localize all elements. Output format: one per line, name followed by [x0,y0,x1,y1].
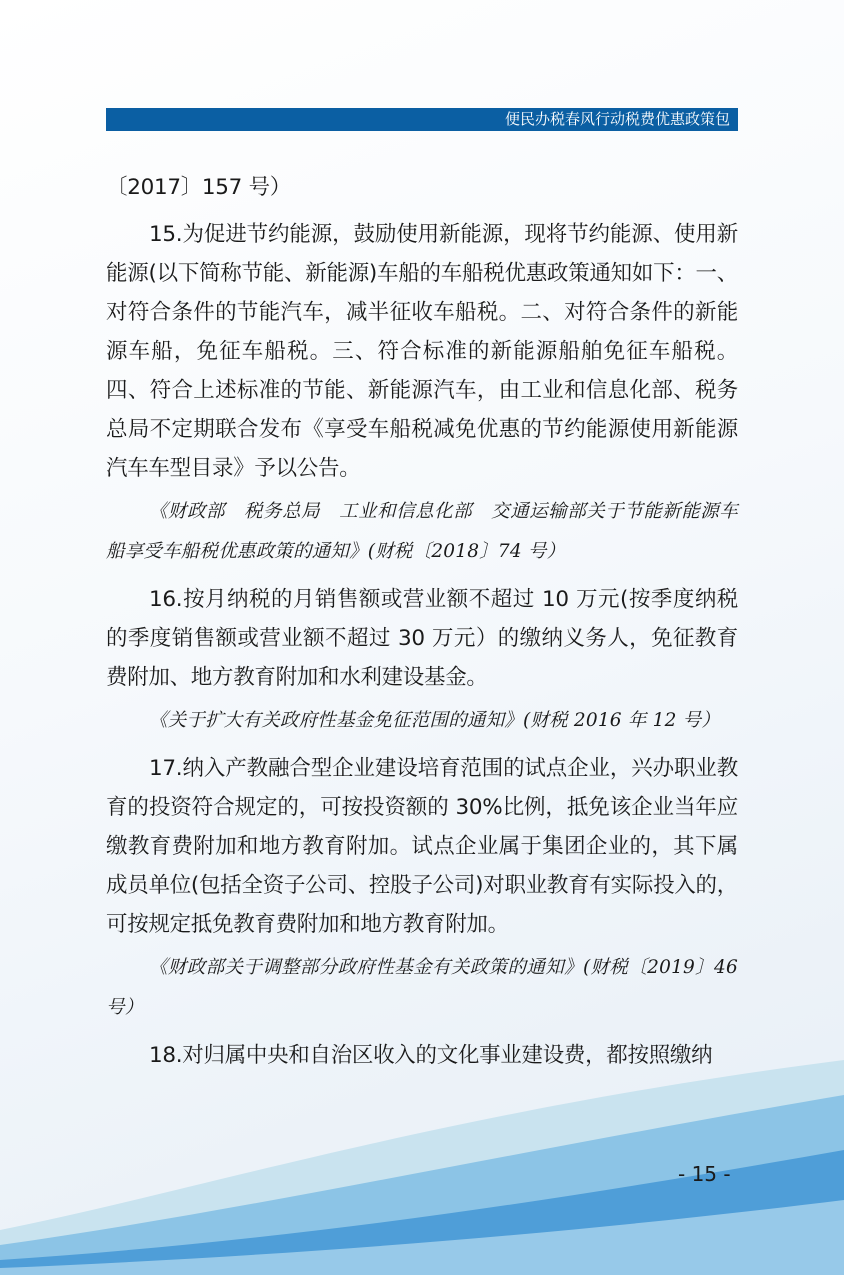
page-number: - 15 - [678,1162,731,1186]
header-title: 便民办税春风行动税费优惠政策包 [504,110,730,128]
paragraph-item-17: 17.纳入产教融合型企业建设培育范围的试点企业，兴办职业教育的投资符合规定的，可按投资额的 30%比例，抵免该企业当年应缴教育费附加和地方教育附加。试点企业属于集团企业的，其下属成员单位(包括全资子公司、控股子公司)对职业教育有实际投入的，可按规定抵免教育费附加和地方教育附加。 [106,756,738,937]
citation-2018-74: 《财政部 税务总局 工业和信息化部 交通运输部关于节能新能源车船享受车船税优惠政策的通知》(财税〔2018〕74 号） [106,501,738,562]
paragraph-item-16: 16.按月纳税的月销售额或营业额不超过 10 万元(按季度纳税的季度销售额或营业额不超过 30 万元）的缴纳义务人，免征教育费附加、地方教育附加和水利建设基金。 [106,587,738,690]
paragraph-continuation: 〔2017〕157 号） [106,175,291,200]
citation-2016-12: 《关于扩大有关政府性基金免征范围的通知》(财税 2016 年 12 号） [149,710,721,731]
paragraph-item-18: 18.对归属中央和自治区收入的文化事业建设费，都按照缴纳 [149,1043,713,1068]
footer-wave-decoration [0,1040,844,1275]
paragraph-item-15: 15.为促进节约能源，鼓励使用新能源，现将节约能源、使用新能源(以下简称节能、新能源)车船的车船税优惠政策通知如下：一、对符合条件的节能汽车，减半征收车船税。二、对符合条件的新能源车船，免征车船税。三、符合标准的新能源船舶免征车船税。四、符合上述标准的节能、新能源汽车，由工业和信息化部、税务总局不定期联合发布《享受车船税减免优惠的节约能源使用新能源汽车车型目录》予以公告。 [106,222,738,481]
document-body [106,168,738,1075]
citation-2019-46: 《财政部关于调整部分政府性基金有关政策的通知》(财税〔2019〕46 号） [106,957,738,1018]
header-bar [106,108,738,131]
